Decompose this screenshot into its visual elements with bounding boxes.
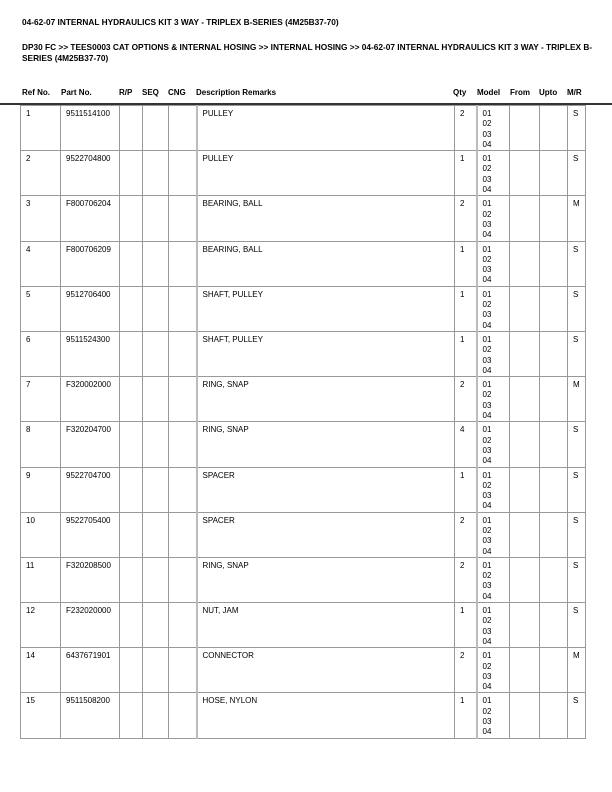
col-from: From [510,88,530,97]
model-code: 03 [482,671,492,681]
upto-cell [540,196,568,241]
col-part: Part No. [61,88,92,97]
model-cell [477,286,510,331]
model-code: 02 [482,435,492,445]
model-code: 03 [482,355,492,365]
table-row [21,557,586,602]
model-code: 03 [482,265,492,275]
cng-cell [169,377,197,422]
upto-cell [540,151,568,196]
ref-cell: 3 [21,196,61,241]
qty-cell: 1 [455,331,477,376]
rp-cell [120,557,143,602]
from-cell [510,422,540,467]
model-code: 04 [482,456,492,466]
part-number-cell: F232020000 [61,603,120,648]
seq-cell [143,151,169,196]
rp-cell [120,106,143,151]
qty-cell: 1 [455,603,477,648]
col-mr: M/R [567,88,582,97]
part-number-cell: F320002000 [61,377,120,422]
upto-cell [540,603,568,648]
model-code: 03 [482,400,492,410]
ref-cell: 15 [21,693,61,738]
ref-cell: 12 [21,603,61,648]
table-row [21,512,586,557]
model-cell [477,648,510,693]
seq-cell [143,512,169,557]
breadcrumb: DP30 FC >> TEES0003 CAT OPTIONS & INTERNAL HOSING >> INTERNAL HOSING >> 04-62-07 INTERNAL HYDRAULICS KIT 3 WAY - TRIPLEX B-SERIES (4M25B37-70) [22,42,593,63]
model-cell [477,196,510,241]
model-code: 03 [482,626,492,636]
from-cell [510,557,540,602]
model-cell [477,331,510,376]
rp-cell [120,512,143,557]
table-row [21,196,586,241]
model-cell [477,467,510,512]
rp-cell [120,377,143,422]
page-title: 04-62-07 INTERNAL HYDRAULICS KIT 3 WAY - TRIPLEX B-SERIES (4M25B37-70) [22,17,339,27]
upto-cell [540,648,568,693]
model-code: 03 [482,581,492,591]
part-number-cell: 9522705400 [61,512,120,557]
model-code: 03 [482,717,492,727]
mr-cell: M [568,648,586,693]
model-code: 04 [482,591,492,601]
table-row [21,106,586,151]
mr-cell: S [568,557,586,602]
rp-cell [120,196,143,241]
seq-cell [143,603,169,648]
col-cng: CNG [168,88,186,97]
col-seq: SEQ [142,88,159,97]
model-cell [477,422,510,467]
qty-cell: 2 [455,557,477,602]
description-cell: RING, SNAP [197,557,455,602]
parts-table [20,105,586,739]
seq-cell [143,557,169,602]
model-code: 03 [482,536,492,546]
table-row [21,151,586,196]
cng-cell [169,151,197,196]
model-cell [477,512,510,557]
rp-cell [120,151,143,196]
rp-cell [120,286,143,331]
model-code: 02 [482,661,492,671]
mr-cell: S [568,467,586,512]
model-code: 02 [482,209,492,219]
qty-cell: 1 [455,693,477,738]
ref-cell: 2 [21,151,61,196]
model-code: 01 [482,560,492,570]
cng-cell [169,512,197,557]
mr-cell: S [568,241,586,286]
model-code: 04 [482,546,492,556]
qty-cell: 2 [455,512,477,557]
part-number-cell: 9512706400 [61,286,120,331]
from-cell [510,377,540,422]
seq-cell [143,286,169,331]
col-qty: Qty [453,88,467,97]
cng-cell [169,603,197,648]
description-cell: PULLEY [197,106,455,151]
model-cell [477,603,510,648]
mr-cell: S [568,512,586,557]
ref-cell: 7 [21,377,61,422]
seq-cell [143,422,169,467]
description-cell: SHAFT, PULLEY [197,331,455,376]
model-code: 02 [482,254,492,264]
description-cell: SPACER [197,467,455,512]
part-number-cell: F320208500 [61,557,120,602]
model-code: 01 [482,515,492,525]
model-code: 04 [482,411,492,421]
part-number-cell: 9511524300 [61,331,120,376]
part-number-cell: 6437671901 [61,648,120,693]
seq-cell [143,693,169,738]
description-cell: CONNECTOR [197,648,455,693]
upto-cell [540,241,568,286]
ref-cell: 5 [21,286,61,331]
mr-cell: S [568,151,586,196]
rp-cell [120,693,143,738]
ref-cell: 11 [21,557,61,602]
model-code: 01 [482,199,492,209]
mr-cell: M [568,196,586,241]
upto-cell [540,693,568,738]
table-row [21,377,586,422]
cng-cell [169,422,197,467]
upto-cell [540,377,568,422]
model-code: 02 [482,164,492,174]
ref-cell: 14 [21,648,61,693]
model-cell [477,106,510,151]
col-upto: Upto [539,88,558,97]
model-code: 02 [482,480,492,490]
model-code: 04 [482,275,492,285]
mr-cell: S [568,693,586,738]
model-code: 04 [482,682,492,692]
table-row [21,693,586,738]
from-cell [510,603,540,648]
part-number-cell: 9511508200 [61,693,120,738]
ref-cell: 4 [21,241,61,286]
model-code: 02 [482,300,492,310]
qty-cell: 2 [455,377,477,422]
seq-cell [143,377,169,422]
from-cell [510,331,540,376]
description-cell: RING, SNAP [197,422,455,467]
seq-cell [143,331,169,376]
ref-cell: 9 [21,467,61,512]
model-code: 04 [482,185,492,195]
model-code: 03 [482,219,492,229]
table-row [21,422,586,467]
cng-cell [169,196,197,241]
description-cell: HOSE, NYLON [197,693,455,738]
description-cell: BEARING, BALL [197,196,455,241]
qty-cell: 2 [455,196,477,241]
mr-cell: S [568,106,586,151]
table-row [21,331,586,376]
model-code: 03 [482,445,492,455]
qty-cell: 4 [455,422,477,467]
mr-cell: S [568,331,586,376]
upto-cell [540,467,568,512]
from-cell [510,467,540,512]
qty-cell: 1 [455,286,477,331]
ref-cell: 1 [21,106,61,151]
part-number-cell: F800706209 [61,241,120,286]
upto-cell [540,557,568,602]
model-code: 01 [482,289,492,299]
part-number-cell: F800706204 [61,196,120,241]
table-header [0,88,612,100]
model-cell [477,693,510,738]
table-row [21,241,586,286]
from-cell [510,196,540,241]
col-ref: Ref No. [22,88,50,97]
seq-cell [143,196,169,241]
model-code: 01 [482,425,492,435]
cng-cell [169,286,197,331]
model-code: 04 [482,320,492,330]
model-code: 01 [482,606,492,616]
ref-cell: 10 [21,512,61,557]
description-cell: RING, SNAP [197,377,455,422]
model-cell [477,151,510,196]
from-cell [510,286,540,331]
description-cell: PULLEY [197,151,455,196]
upto-cell [540,331,568,376]
table-row [21,603,586,648]
model-code: 01 [482,334,492,344]
from-cell [510,151,540,196]
part-number-cell: 9522704700 [61,467,120,512]
model-code: 04 [482,727,492,737]
rp-cell [120,422,143,467]
description-cell: NUT, JAM [197,603,455,648]
model-code: 01 [482,470,492,480]
model-code: 01 [482,244,492,254]
model-cell [477,241,510,286]
mr-cell: S [568,286,586,331]
upto-cell [540,512,568,557]
ref-cell: 8 [21,422,61,467]
table-row [21,467,586,512]
upto-cell [540,286,568,331]
part-number-cell: F320204700 [61,422,120,467]
mr-cell: S [568,422,586,467]
description-cell: SPACER [197,512,455,557]
model-code: 03 [482,129,492,139]
model-code: 04 [482,636,492,646]
qty-cell: 1 [455,151,477,196]
col-desc: Description Remarks [196,88,277,97]
col-model: Model [477,88,501,97]
col-rp: R/P [119,88,133,97]
table-row [21,286,586,331]
model-code: 03 [482,174,492,184]
cng-cell [169,467,197,512]
rp-cell [120,241,143,286]
cng-cell [169,557,197,602]
upto-cell [540,106,568,151]
rp-cell [120,467,143,512]
model-code: 04 [482,501,492,511]
model-code: 01 [482,154,492,164]
seq-cell [143,467,169,512]
model-code: 03 [482,310,492,320]
model-code: 02 [482,616,492,626]
model-code: 04 [482,365,492,375]
upto-cell [540,422,568,467]
model-code: 01 [482,109,492,118]
rp-cell [120,331,143,376]
description-cell: BEARING, BALL [197,241,455,286]
cng-cell [169,331,197,376]
rp-cell [120,603,143,648]
model-code: 04 [482,230,492,240]
model-code: 02 [482,345,492,355]
model-cell [477,377,510,422]
mr-cell: S [568,603,586,648]
from-cell [510,648,540,693]
qty-cell: 1 [455,467,477,512]
model-code: 02 [482,525,492,535]
cng-cell [169,648,197,693]
model-code: 02 [482,571,492,581]
from-cell [510,241,540,286]
part-number-cell: 9522704800 [61,151,120,196]
model-code: 01 [482,696,492,706]
model-code: 02 [482,706,492,716]
mr-cell: M [568,377,586,422]
from-cell [510,693,540,738]
description-cell: SHAFT, PULLEY [197,286,455,331]
qty-cell: 2 [455,648,477,693]
table-row [21,648,586,693]
from-cell [510,106,540,151]
part-number-cell: 9511514100 [61,106,120,151]
cng-cell [169,106,197,151]
model-code: 03 [482,491,492,501]
model-code: 02 [482,390,492,400]
seq-cell [143,106,169,151]
model-cell [477,557,510,602]
seq-cell [143,241,169,286]
qty-cell: 1 [455,241,477,286]
cng-cell [169,241,197,286]
seq-cell [143,648,169,693]
model-code: 01 [482,380,492,390]
model-code: 01 [482,651,492,661]
rp-cell [120,648,143,693]
model-code: 04 [482,139,492,149]
model-code: 02 [482,119,492,129]
cng-cell [169,693,197,738]
parts-table-wrap [20,105,586,757]
from-cell [510,512,540,557]
qty-cell: 2 [455,106,477,151]
ref-cell: 6 [21,331,61,376]
